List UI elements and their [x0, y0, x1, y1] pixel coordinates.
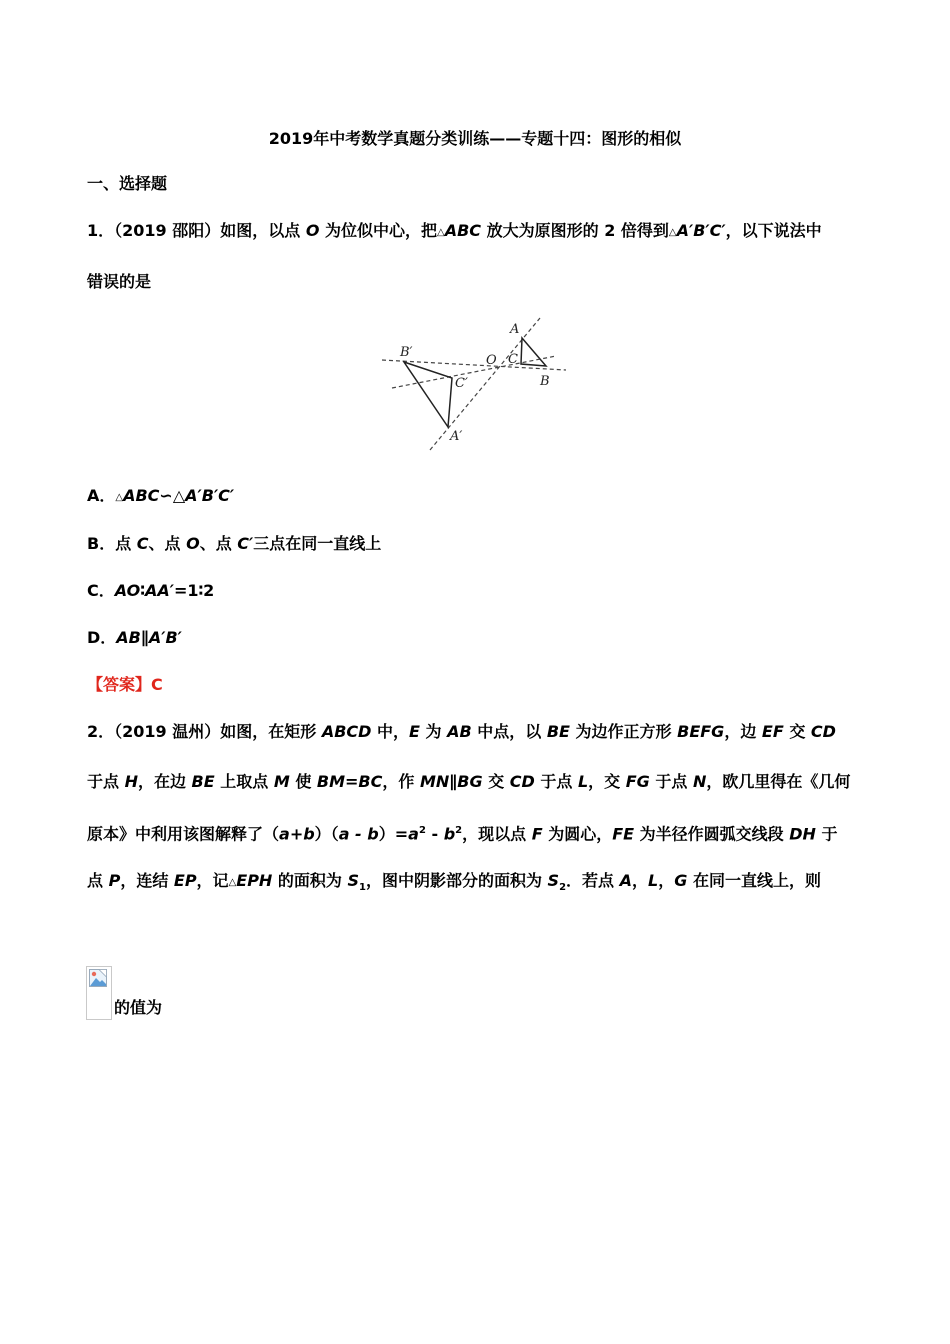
text: ，	[632, 871, 649, 890]
math-var: CD	[810, 722, 836, 741]
text: ，边	[724, 722, 762, 741]
option-label: B．点	[87, 534, 137, 553]
exponent: 2	[418, 825, 426, 836]
math-var: P	[108, 871, 121, 890]
text: 于点	[87, 772, 125, 791]
text: -	[425, 824, 444, 844]
question-number: 1．	[87, 221, 115, 240]
answer-value: C	[151, 675, 163, 694]
triangles	[404, 338, 546, 427]
math-var: A	[619, 871, 633, 890]
answer-line	[87, 674, 877, 696]
math-var: BEFG	[677, 722, 725, 741]
math-var: ABC	[444, 221, 482, 240]
label-c: C	[508, 352, 518, 367]
label-b-prime: B′	[400, 345, 413, 360]
text: 使	[289, 772, 317, 791]
math-var: a+b	[279, 824, 315, 844]
question-2-line-3	[87, 820, 877, 845]
text: 、点	[148, 534, 187, 553]
label-a-prime: A′	[450, 429, 463, 444]
text: =1∶2	[173, 581, 215, 600]
math-var: A′B′C′	[185, 486, 235, 505]
subscript: 1	[359, 882, 366, 894]
text: ，记	[196, 871, 229, 890]
math-var: ABC	[123, 486, 160, 505]
option-label: D．	[87, 628, 117, 647]
math-var: BE	[191, 772, 215, 791]
math-var: CD	[509, 772, 535, 791]
text: ，连结	[120, 871, 174, 890]
math-var: L	[648, 871, 659, 890]
text: 三点在同一直线上	[253, 534, 382, 553]
answer-label: 【答案】	[87, 675, 152, 694]
similar-symbol: ∽△	[159, 486, 186, 505]
label-c-prime: C′	[455, 376, 468, 391]
math-var: DH	[789, 824, 816, 844]
math-var: S	[547, 871, 560, 890]
text: 、点	[199, 534, 238, 553]
text: ）=	[378, 824, 409, 844]
figure-svg	[378, 312, 578, 458]
math-var: M	[273, 772, 290, 791]
label-a: A	[510, 322, 520, 337]
text: 交	[783, 722, 811, 741]
math-var: EPH	[236, 871, 273, 890]
text: 于	[815, 824, 838, 844]
option-label: C．	[87, 581, 115, 600]
triangle-symbol: △	[228, 877, 237, 888]
text: ，	[658, 871, 675, 890]
math-var: EP	[173, 871, 197, 890]
math-var: N	[692, 772, 707, 791]
text: 为半径作圆弧交线段	[634, 824, 790, 844]
math-var: H	[124, 772, 138, 791]
question-1-line-2: 错误的是	[87, 272, 152, 291]
math-var: b	[443, 824, 456, 844]
question-2-line-2	[87, 771, 877, 793]
math-var: L	[577, 772, 589, 791]
text: 为圆心，	[542, 824, 613, 844]
math-var: G	[674, 871, 688, 890]
question-1-line-1	[87, 220, 877, 244]
broken-image-icon	[89, 969, 107, 987]
math-var: ABCD	[321, 722, 372, 741]
broken-image-placeholder	[86, 966, 112, 1020]
text: ．若点	[566, 871, 620, 890]
option-b	[87, 533, 877, 555]
question-2-tail: 的值为	[114, 998, 163, 1017]
math-var: MN∥BG	[419, 772, 483, 791]
text: ，以下说法中	[725, 221, 822, 240]
math-var: AB	[447, 722, 472, 741]
math-var: a - b	[338, 824, 379, 844]
math-var: FG	[625, 772, 650, 791]
math-var: C	[136, 534, 149, 553]
text: 为	[419, 722, 448, 741]
option-d	[87, 627, 877, 649]
text: ，在边	[137, 772, 192, 791]
label-o: O	[486, 353, 497, 368]
text: 中点，以	[471, 722, 547, 741]
option-label: A．	[87, 486, 116, 505]
page-title: 2019年中考数学真题分类训练——专题十四：图形的相似	[268, 129, 682, 148]
text: ，图中阴影部分的面积为	[365, 871, 548, 890]
subscript: 2	[559, 882, 567, 894]
math-var: AB∥A′B′	[116, 628, 182, 647]
triangle-a2b2c2	[404, 362, 452, 427]
math-var: S	[347, 871, 359, 890]
math-var: AO∶AA′	[114, 581, 174, 600]
dashed-line-aa	[430, 318, 540, 450]
exponent: 2	[455, 825, 463, 836]
question-2-line-1	[87, 721, 877, 743]
question-number: 2．	[87, 722, 115, 741]
math-var: BE	[546, 722, 570, 741]
triangle-symbol: △	[115, 492, 124, 503]
label-b: B	[540, 374, 550, 389]
dashed-line-cc	[392, 356, 556, 388]
math-var: EF	[761, 722, 784, 741]
text: ，欧几里得在《几何	[706, 772, 851, 791]
homothety-figure	[378, 312, 578, 458]
text: 的面积为	[272, 871, 348, 890]
text: 原本》中利用该图解释了（	[87, 824, 280, 844]
math-var: E	[409, 722, 420, 741]
question-2-line-4	[87, 870, 877, 899]
text: （2019 邵阳）如图，以点	[114, 221, 306, 240]
text: ，作	[382, 772, 420, 791]
text: 上取点	[214, 772, 274, 791]
text: 交	[482, 772, 510, 791]
option-a	[87, 485, 877, 509]
triangle-symbol: △	[668, 227, 677, 238]
math-var: a	[408, 824, 419, 844]
triangle-symbol: △	[437, 227, 445, 238]
text: 于点	[649, 772, 693, 791]
text: （2019 温州）如图，在矩形	[114, 722, 322, 741]
option-c	[87, 580, 877, 602]
math-var: A′B′C′	[676, 221, 726, 240]
math-var: C′	[237, 534, 254, 553]
dashed-lines	[382, 318, 566, 450]
text: ，现以点	[462, 824, 532, 844]
section-heading: 一、选择题	[87, 174, 168, 193]
math-var: F	[531, 824, 543, 844]
text: 点	[87, 871, 109, 890]
text: 中，	[371, 722, 410, 741]
text: 于点	[534, 772, 578, 791]
math-var: BM=BC	[316, 772, 383, 791]
text: ）（	[314, 824, 339, 844]
text: 放大为原图形的 2 倍得到	[481, 221, 669, 240]
math-var: O	[186, 534, 200, 553]
math-var: FE	[612, 824, 635, 844]
text: 为边作正方形	[569, 722, 678, 741]
text: 在同一直线上，则	[687, 871, 821, 890]
text: ，交	[588, 772, 626, 791]
math-var: O	[305, 221, 320, 240]
text: 为位似中心，把	[319, 221, 438, 240]
